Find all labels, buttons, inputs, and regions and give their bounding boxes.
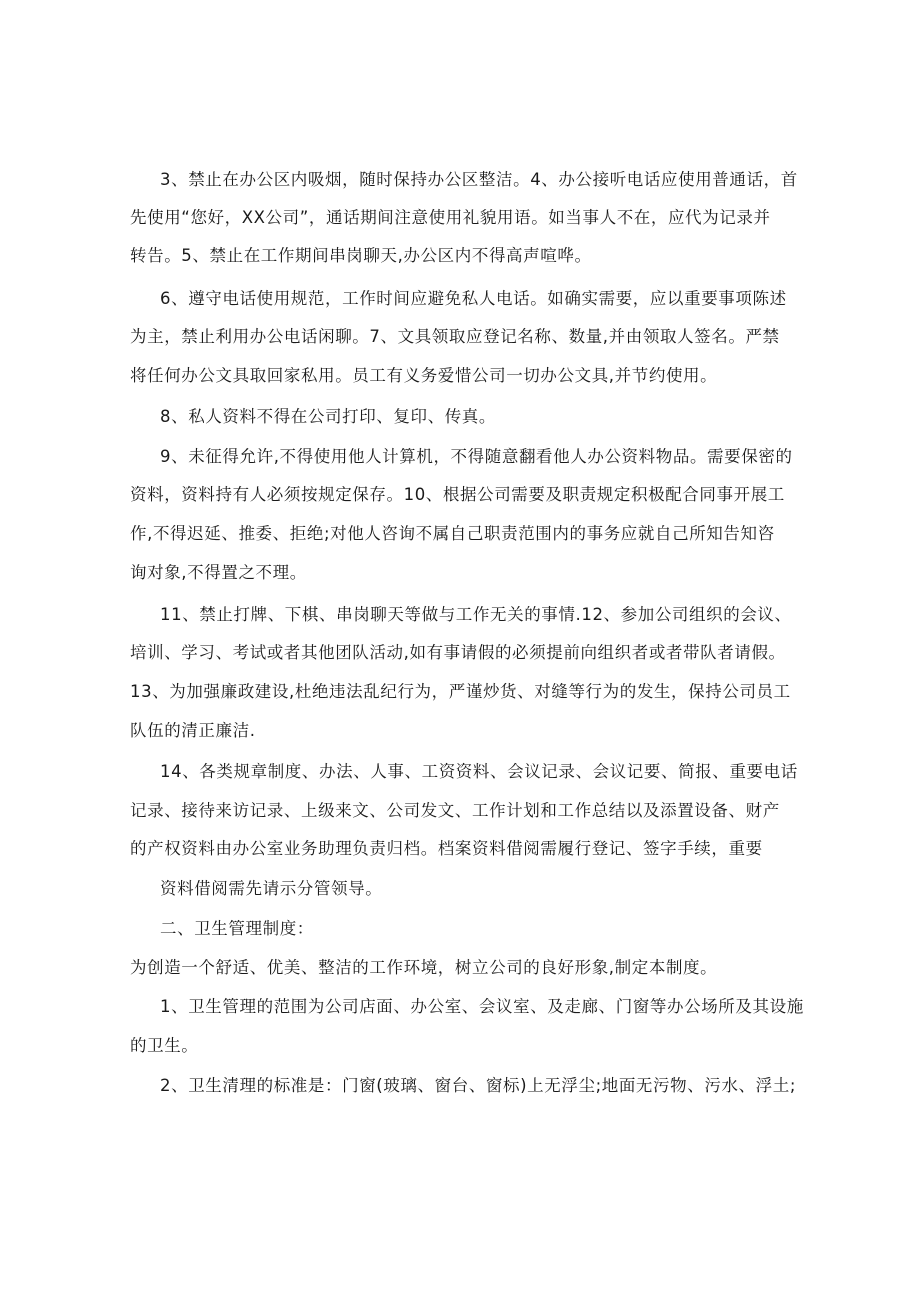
text-line: 2、卫生清理的标准是：门窗(玻璃、窗台、窗标)上无浮尘;地面无污物、污水、浮土; — [160, 1076, 796, 1095]
text-line: 11、禁止打牌、下棋、串岗聊天等做与工作无关的事情.12、参加公司组织的会议、 — [160, 605, 792, 624]
text-line: 13、为加强廉政建设,杜绝违法乱纪行为，严谨炒货、对缝等行为的发生，保持公司员工 — [130, 682, 791, 701]
text-line: 9、未征得允许,不得使用他人计算机，不得随意翻看他人办公资料物品。需要保密的 — [160, 447, 793, 466]
text-line: 培训、学习、考试或者其他团队活动,如有事请假的必须提前向组织者或者带队者请假。 — [130, 643, 786, 662]
text-line: 的产权资料由办公室业务助理负责归档。档案资料借阅需履行登记、签字手续，重要 — [130, 839, 763, 858]
text-line: 询对象,不得置之不理。 — [130, 563, 307, 582]
text-line: 先使用“您好，XX公司”，通话期间注意使用礼貌用语。如当事人不在，应代为记录并 — [130, 208, 771, 227]
section-heading: 二、卫生管理制度： — [160, 919, 314, 938]
text-line: 为创造一个舒适、优美、整洁的工作环境，树立公司的良好形象,制定本制度。 — [130, 958, 718, 977]
text-line: 为主，禁止利用办公电话闲聊。7、文具领取应登记名称、数量,并由领取人签名。严禁 — [130, 327, 780, 346]
text-line: 队伍的清正廉洁. — [130, 721, 256, 740]
text-line: 资料借阅需先请示分管领导。 — [160, 879, 383, 898]
text-line: 资料，资料持有人必须按规定保存。10、根据公司需要及职责规定积极配合同事开展工 — [130, 485, 785, 504]
text-line: 转告。5、禁止在工作期间串岗聊天,办公区内不得高声喧哗。 — [130, 246, 592, 265]
text-line: 作,不得迟延、推委、拒绝;对他人咨询不属自己职责范围内的事务应就自己所知告知咨 — [130, 524, 775, 543]
text-line: 8、私人资料不得在公司打印、复印、传真。 — [160, 407, 496, 426]
text-line: 记录、接待来访记录、上级来文、公司发文、工作计划和工作总结以及添置设备、财产 — [130, 801, 780, 820]
text-line: 6、遵守电话使用规范，工作时间应避免私人电话。如确实需要，应以重要事项陈述 — [160, 289, 787, 308]
text-line: 1、卫生管理的范围为公司店面、办公室、会议室、及走廊、门窗等办公场所及其设施 — [160, 997, 804, 1016]
text-line: 3、禁止在办公区内吸烟，随时保持办公区整洁。4、办公接听电话应使用普通话，首 — [160, 170, 798, 189]
text-line: 将任何办公文具取回家私用。员工有义务爱惜公司一切办公文具,并节约使用。 — [130, 366, 718, 385]
text-line: 14、各类规章制度、办法、人事、工资资料、会议记录、会议记要、简报、重要电话 — [160, 762, 798, 781]
text-line: 的卫生。 — [130, 1036, 199, 1055]
